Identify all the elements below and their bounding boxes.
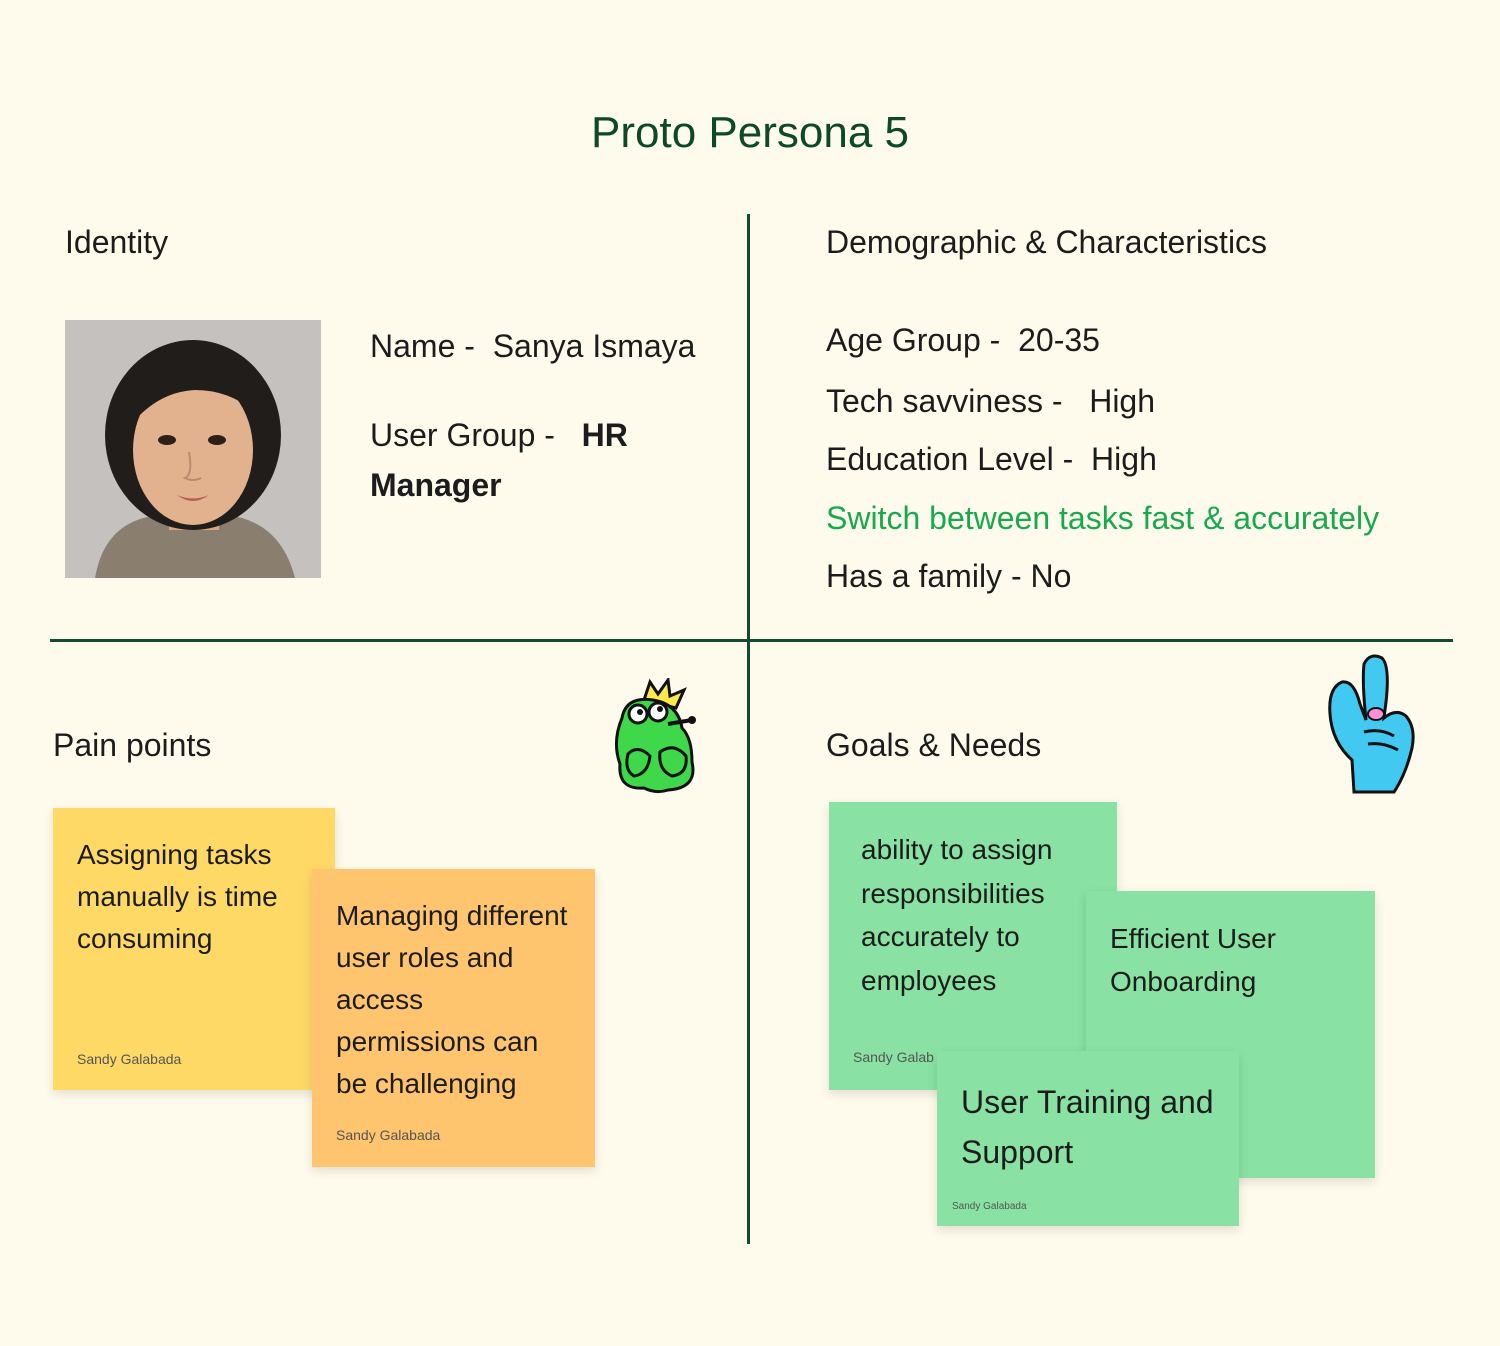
- tech-savviness-field: [826, 376, 1155, 426]
- pain-point-author-1: Sandy Galabada: [77, 1051, 182, 1067]
- family-value: No: [1030, 558, 1072, 594]
- goal-author-3: Sandy Galabada: [952, 1201, 1027, 1212]
- thinking-frog-sticker-icon: [608, 678, 708, 803]
- pain-point-note-2[interactable]: [312, 869, 595, 1167]
- vertical-divider: [747, 214, 750, 1244]
- education-level-label: Education Level -: [826, 441, 1074, 477]
- user-group-value-line1: HR: [581, 417, 628, 453]
- tech-savviness-label: Tech savviness -: [826, 383, 1063, 419]
- user-group-continued: [370, 460, 502, 510]
- pain-point-text-1: Assigning tasks manually is time consuming: [77, 839, 278, 954]
- pain-point-text-2: Managing different user roles and access permissions can be challenging: [336, 900, 568, 1099]
- portrait-icon: [65, 320, 321, 578]
- name-label: Name -: [370, 328, 475, 364]
- demographic-heading: Demographic & Characteristics: [826, 224, 1268, 260]
- pain-points-heading: Pain points: [53, 727, 212, 763]
- pain-point-note-1[interactable]: [53, 808, 335, 1090]
- name-field: [370, 321, 695, 371]
- page-title: Proto Persona 5: [591, 108, 909, 157]
- goal-text-3: User Training and Support: [961, 1084, 1214, 1170]
- identity-heading: Identity: [65, 224, 169, 260]
- name-value: Sanya Ismaya: [492, 328, 696, 364]
- family-field: [826, 551, 1071, 601]
- age-group-label: Age Group -: [826, 322, 1001, 358]
- highlight-trait: Switch between tasks fast & accurately: [826, 500, 1380, 536]
- user-group-field: [370, 410, 628, 460]
- goal-note-1[interactable]: [829, 802, 1117, 1090]
- goals-heading: Goals & Needs: [826, 727, 1042, 763]
- goal-text-2: Efficient User Onboarding: [1110, 923, 1276, 997]
- pain-point-author-2: Sandy Galabada: [336, 1127, 441, 1143]
- family-label: Has a family -: [826, 558, 1022, 594]
- user-group-label: User Group -: [370, 417, 555, 453]
- goal-author-1: Sandy Galab: [853, 1049, 934, 1065]
- user-group-value-line2: Manager: [370, 467, 502, 503]
- peace-hand-sticker-icon: [1324, 652, 1420, 802]
- persona-photo: [65, 320, 321, 578]
- age-group-field: [826, 315, 1100, 365]
- education-level-value: High: [1091, 441, 1157, 477]
- goal-text-1: ability to assign responsibilities accurately to employees: [861, 834, 1053, 996]
- age-group-value: 20-35: [1018, 322, 1100, 358]
- goal-note-3[interactable]: [937, 1051, 1239, 1226]
- horizontal-divider: [50, 639, 1453, 642]
- education-level-field: [826, 434, 1157, 484]
- tech-savviness-value: High: [1089, 383, 1156, 419]
